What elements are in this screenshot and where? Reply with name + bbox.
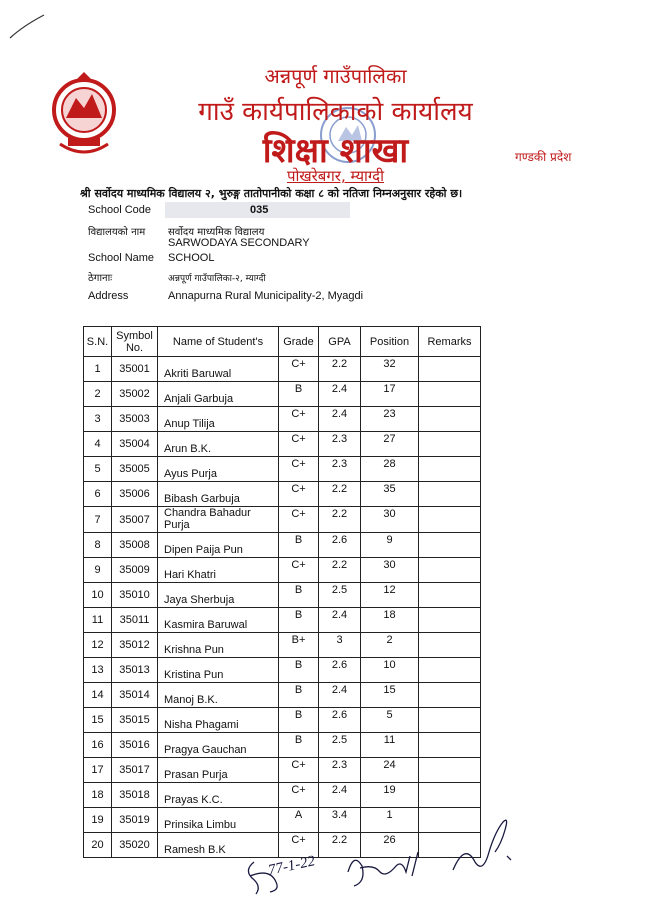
table-row [84,783,481,808]
cell-position: 28 [361,457,419,482]
header-gpa: GPA [319,327,361,357]
cell-position: 18 [361,608,419,633]
cell-symbol: 35020 [112,833,158,858]
cell-student-name: Ayus Purja [158,457,279,482]
cell-remarks [419,457,481,482]
cell-position: 23 [361,407,419,432]
table-row [84,457,481,482]
cell-position: 27 [361,432,419,457]
cell-remarks [419,558,481,583]
cell-sn: 2 [84,382,112,407]
cell-student-name: Manoj B.K. [158,683,279,708]
cell-grade: B [279,533,319,558]
cell-symbol: 35007 [112,507,158,533]
cell-sn: 16 [84,733,112,758]
table-row [84,708,481,733]
school-code-label: School Code [88,204,151,216]
cell-grade: A [279,808,319,833]
results-table [83,326,481,858]
cell-remarks [419,658,481,683]
cell-sn: 9 [84,558,112,583]
cell-symbol: 35002 [112,382,158,407]
cell-grade: B [279,708,319,733]
cell-sn: 4 [84,432,112,457]
cell-position: 19 [361,783,419,808]
cell-position: 11 [361,733,419,758]
cell-position: 30 [361,507,419,533]
table-row [84,507,481,533]
cell-grade: C+ [279,507,319,533]
cell-remarks [419,683,481,708]
table-row [84,583,481,608]
cell-symbol: 35012 [112,633,158,658]
cell-student-name: Krishna Pun [158,633,279,658]
cell-grade: B [279,608,319,633]
cell-grade: B+ [279,633,319,658]
corner-pen-mark [8,12,48,42]
cell-symbol: 35016 [112,733,158,758]
cell-remarks [419,432,481,457]
province-name: गण्डकी प्रदेश [515,150,572,164]
cell-grade: C+ [279,407,319,432]
cell-position: 2 [361,633,419,658]
cell-student-name: Hari Khatri [158,558,279,583]
office-location: पोखरेबगर, म्याग्दी [286,167,385,185]
cell-position: 9 [361,533,419,558]
school-name-value-en-line2: SCHOOL [168,252,215,264]
cell-remarks [419,382,481,407]
cell-gpa: 2.4 [319,608,361,633]
cell-student-name: Jaya Sherbuja [158,583,279,608]
cell-gpa: 2.2 [319,507,361,533]
table-row [84,658,481,683]
cell-sn: 12 [84,633,112,658]
cell-grade: C+ [279,357,319,382]
cell-sn: 3 [84,407,112,432]
cell-symbol: 35003 [112,407,158,432]
cell-remarks [419,633,481,658]
cell-grade: C+ [279,758,319,783]
cell-position: 32 [361,357,419,382]
cell-sn: 6 [84,482,112,507]
cell-position: 24 [361,758,419,783]
cell-gpa: 2.5 [319,583,361,608]
header-grade: Grade [279,327,319,357]
cell-grade: B [279,583,319,608]
signature-three [445,812,525,882]
cell-remarks [419,758,481,783]
cell-symbol: 35006 [112,482,158,507]
header-name: Name of Student's [158,327,279,357]
cell-remarks [419,357,481,382]
cell-position: 15 [361,683,419,708]
cell-gpa: 2.2 [319,357,361,382]
cell-symbol: 35005 [112,457,158,482]
cell-student-name: Nisha Phagami [158,708,279,733]
cell-symbol: 35018 [112,783,158,808]
address-value-en: Annapurna Rural Municipality-2, Myagdi [168,290,364,302]
header-sn: S.N. [84,327,112,357]
table-row [84,683,481,708]
cell-symbol: 35001 [112,357,158,382]
cell-gpa: 2.4 [319,382,361,407]
cell-remarks [419,407,481,432]
school-code-value: 035 [250,204,269,216]
school-name-value-np: सर्वोदय माध्यमिक विद्यालय [168,227,265,238]
header-position: Position [361,327,419,357]
table-row [84,432,481,457]
cell-symbol: 35009 [112,558,158,583]
signature-two [340,842,430,892]
cell-sn: 5 [84,457,112,482]
table-row [84,357,481,382]
intro-statement: श्री सर्वोदय माध्यमिक विद्यालय २, भुरुङ्ग तातोपानीको कक्षा ८ को नतिजा निम्नअनुसार रहेको छ। [80,187,463,200]
cell-gpa: 2.2 [319,558,361,583]
cell-sn: 15 [84,708,112,733]
cell-gpa: 2.6 [319,658,361,683]
cell-position: 1 [361,808,419,833]
header-symbol-line1: Symbol [116,329,153,342]
cell-gpa: 2.2 [319,833,361,858]
address-label-np: ठेगानाः [88,273,113,284]
cell-position: 10 [361,658,419,683]
cell-remarks [419,583,481,608]
table-row [84,608,481,633]
cell-gpa: 2.5 [319,733,361,758]
cell-gpa: 2.3 [319,758,361,783]
table-row [84,533,481,558]
cell-sn: 7 [84,507,112,533]
cell-symbol: 35017 [112,758,158,783]
cell-student-name: Arun B.K. [158,432,279,457]
cell-student-name: Bibash Garbuja [158,482,279,507]
cell-gpa: 2.6 [319,533,361,558]
section-title: शिक्षा शाखा [262,131,409,171]
cell-grade: C+ [279,482,319,507]
cell-sn: 14 [84,683,112,708]
cell-grade: B [279,683,319,708]
cell-remarks [419,708,481,733]
cell-gpa: 2.3 [319,457,361,482]
cell-symbol: 35011 [112,608,158,633]
address-label-en: Address [88,290,129,302]
cell-student-name: Kristina Pun [158,658,279,683]
cell-sn: 1 [84,357,112,382]
table-row [84,633,481,658]
cell-grade: C+ [279,432,319,457]
cell-remarks [419,733,481,758]
cell-sn: 19 [84,808,112,833]
cell-symbol: 35013 [112,658,158,683]
cell-grade: B [279,658,319,683]
cell-grade: C+ [279,457,319,482]
cell-symbol: 35008 [112,533,158,558]
cell-student-name: Kasmira Baruwal [158,608,279,633]
cell-gpa: 3 [319,633,361,658]
table-row [84,382,481,407]
header-symbol-line2: No. [125,341,144,354]
address-value-np: अन्नपूर्ण गाउँपालिका-२, म्याग्दी [168,274,266,284]
cell-student-name: Anup Tilija [158,407,279,432]
cell-position: 12 [361,583,419,608]
cell-student-name: Prayas K.C. [158,783,279,808]
cell-gpa: 2.3 [319,432,361,457]
header-symbol [112,327,158,357]
cell-gpa: 3.4 [319,808,361,833]
cell-student-name: Ramesh B.K [158,833,279,858]
cell-sn: 13 [84,658,112,683]
cell-student-name: Akriti Baruwal [158,357,279,382]
cell-sn: 10 [84,583,112,608]
table-row [84,482,481,507]
cell-symbol: 35014 [112,683,158,708]
table-row [84,733,481,758]
cell-student-name: Prinsika Limbu [158,808,279,833]
cell-position: 35 [361,482,419,507]
cell-grade: B [279,733,319,758]
cell-remarks [419,608,481,633]
cell-student-name: Prasan Purja [158,758,279,783]
cell-gpa: 2.4 [319,407,361,432]
cell-grade: C+ [279,833,319,858]
school-name-label-np: विद्यालयको नाम [88,227,146,238]
cell-symbol: 35004 [112,432,158,457]
cell-position: 30 [361,558,419,583]
cell-student-name: Anjali Garbuja [158,382,279,407]
cell-remarks [419,507,481,533]
cell-sn: 8 [84,533,112,558]
cell-gpa: 2.4 [319,683,361,708]
school-name-label-en: School Name [88,252,155,264]
table-row [84,758,481,783]
cell-sn: 17 [84,758,112,783]
table-row [84,407,481,432]
cell-sn: 18 [84,783,112,808]
cell-student-name: Chandra Bahadur Purja [158,507,279,533]
table-header-row [84,327,481,357]
school-name-value-en-line1: SARWODAYA SECONDARY [168,237,310,249]
cell-symbol: 35010 [112,583,158,608]
cell-gpa: 2.6 [319,708,361,733]
table-row [84,808,481,833]
cell-student-name: Dipen Paija Pun [158,533,279,558]
cell-gpa: 2.4 [319,783,361,808]
cell-position: 5 [361,708,419,733]
cell-sn: 20 [84,833,112,858]
cell-remarks [419,533,481,558]
cell-remarks [419,482,481,507]
header-remarks: Remarks [419,327,481,357]
signature-date-note: 77-1-22 [266,853,317,879]
cell-student-name: Pragya Gauchan [158,733,279,758]
cell-remarks [419,783,481,808]
municipality-name: अन्नपूर्ण गाउँपालिका [264,64,407,88]
cell-sn: 11 [84,608,112,633]
cell-grade: B [279,382,319,407]
office-name: गाउँ कार्यपालिकाको कार्यालय [198,97,473,127]
cell-grade: C+ [279,558,319,583]
cell-symbol: 35015 [112,708,158,733]
cell-symbol: 35019 [112,808,158,833]
cell-position: 26 [361,833,419,858]
cell-gpa: 2.2 [319,482,361,507]
table-row [84,558,481,583]
cell-grade: C+ [279,783,319,808]
cell-position: 17 [361,382,419,407]
